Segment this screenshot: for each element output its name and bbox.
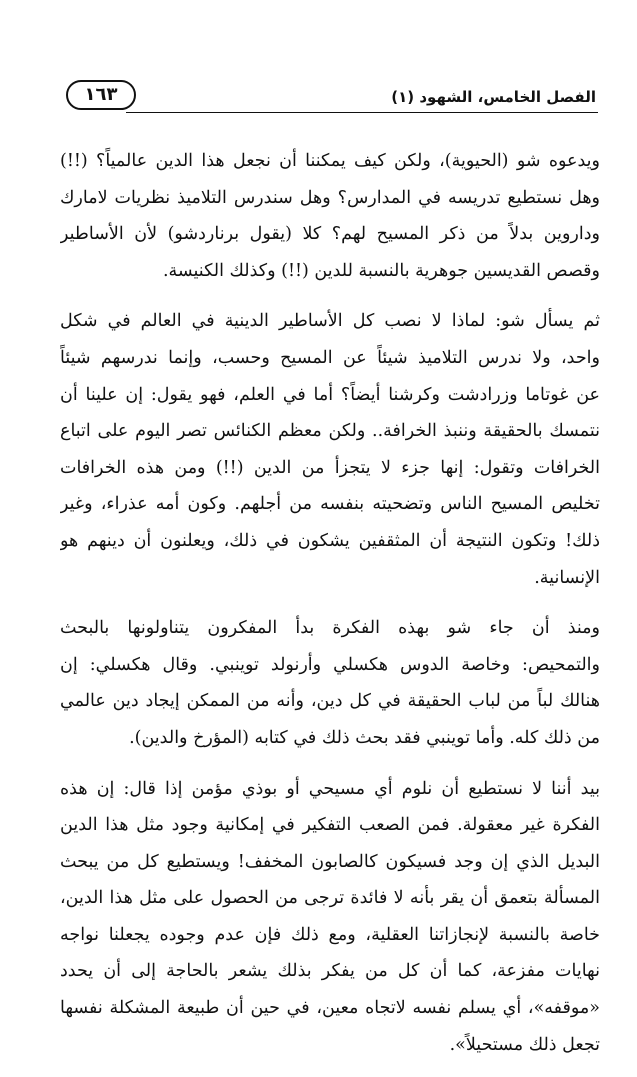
text-line: من ذلك كله. وأما توينبي فقد بحث ذلك في كتابه (المؤرخ والدين). [129,727,600,748]
text-line: نتمسك بالحقيقة وننبذ الخرافة.. ولكن معظم الكنائس تصر اليوم على اتباع [60,421,600,442]
text-line: وداروين بدلاً من ذكر المسيح لهم؟ كلا (يقول برناردشو) لأن الأساطير [60,224,600,245]
text-line: «موقفه»، أي يسلم نفسه لاتجاه معين، في حين أن طبيعة المشكلة نفسها [60,998,600,1019]
text-line: واحد، ولا ندرس التلاميذ شيئاً عن المسيح وحسب، وإنما ندرسهم شيئاً [60,347,600,368]
paragraph-4 [60,771,600,1064]
text-line: البديل الذي إن وجد فسيكون كالصابون المخفف! ويستطيع كل من يبحث [60,851,600,872]
paragraph-3 [60,610,600,756]
body-text [60,143,600,1077]
text-line: تجعل ذلك مستحيلاً». [449,1034,600,1055]
page-header [66,78,598,118]
text-line: ومنذ أن جاء شو بهذه الفكرة بدأ المفكرون يتناولونها بالبحث [60,618,600,639]
running-head: الفصل الخامس، الشهود (١) [391,88,596,106]
text-line: ثم يسأل شو: لماذا لا نصب كل الأساطير الدينية في العالم في شكل [60,311,600,332]
text-line: الفكرة غير معقولة. فمن الصعب التفكير في إمكانية وجود مثل هذا الدين [60,815,600,836]
text-line: المسألة بتعمق أن يقر بأنه لا فائدة ترجى من الحصول على مثل هذا الدين، [60,888,600,909]
text-line: بيد أننا لا نستطيع أن نلوم أي مسيحي أو بوذي مؤمن إذا قال: إن هذه [60,778,600,799]
text-line: خاصة بالنسبة لإنجازاتنا العقلية، ومع ذلك فإن عدم وجوده يجعلنا نواجه [60,924,600,945]
text-line: نهايات مفزعة، كما أن كل من يفكر بذلك يشعر بالحاجة إلى أن يحدد [60,961,600,982]
paragraph-2 [60,303,600,596]
text-line: ويدعوه شو (الحيوية)، ولكن كيف يمكننا أن نجعل هذا الدين عالمياً؟ (!!) [60,151,600,171]
text-line: الخرافات وتقول: إنها جزء لا يتجزأ من الدين (!!) ومن هذه الخرافات [60,457,600,478]
text-line: والتمحيص: وخاصة الدوس هكسلي وأرنولد توينبي. وقال هكسلي: إن [60,654,600,675]
text-line: ذلك! وتكون النتيجة أن المثقفين يشكون في ذلك، ويعلنون أن دينهم هو [60,530,600,551]
text-line: وقصص القديسين جوهرية بالنسبة للدين (!!) وكذلك الكنيسة. [162,260,600,281]
paragraph-1 [60,143,600,289]
page-number: ١٦٣ [66,80,136,110]
text-line: تخليص المسيح الناس وتضحيته بنفسه من أجلهم. وكون أمه عذراء، وغير [60,494,600,515]
header-divider [126,112,598,113]
text-line: عن غوتاما وزرادشت وكرشنا أيضاً؟ أما في العلم، فهو يقول: إن علينا أن [60,384,600,405]
text-line: الإنسانية. [534,567,600,588]
text-line: هنالك لباً من لباب الحقيقة في كل دين، وأنه من الممكن إيجاد دين عالمي [60,691,600,712]
text-line: وهل نستطيع تدريسه في المدارس؟ وهل سندرس التلاميذ نظريات لامارك [60,187,600,208]
